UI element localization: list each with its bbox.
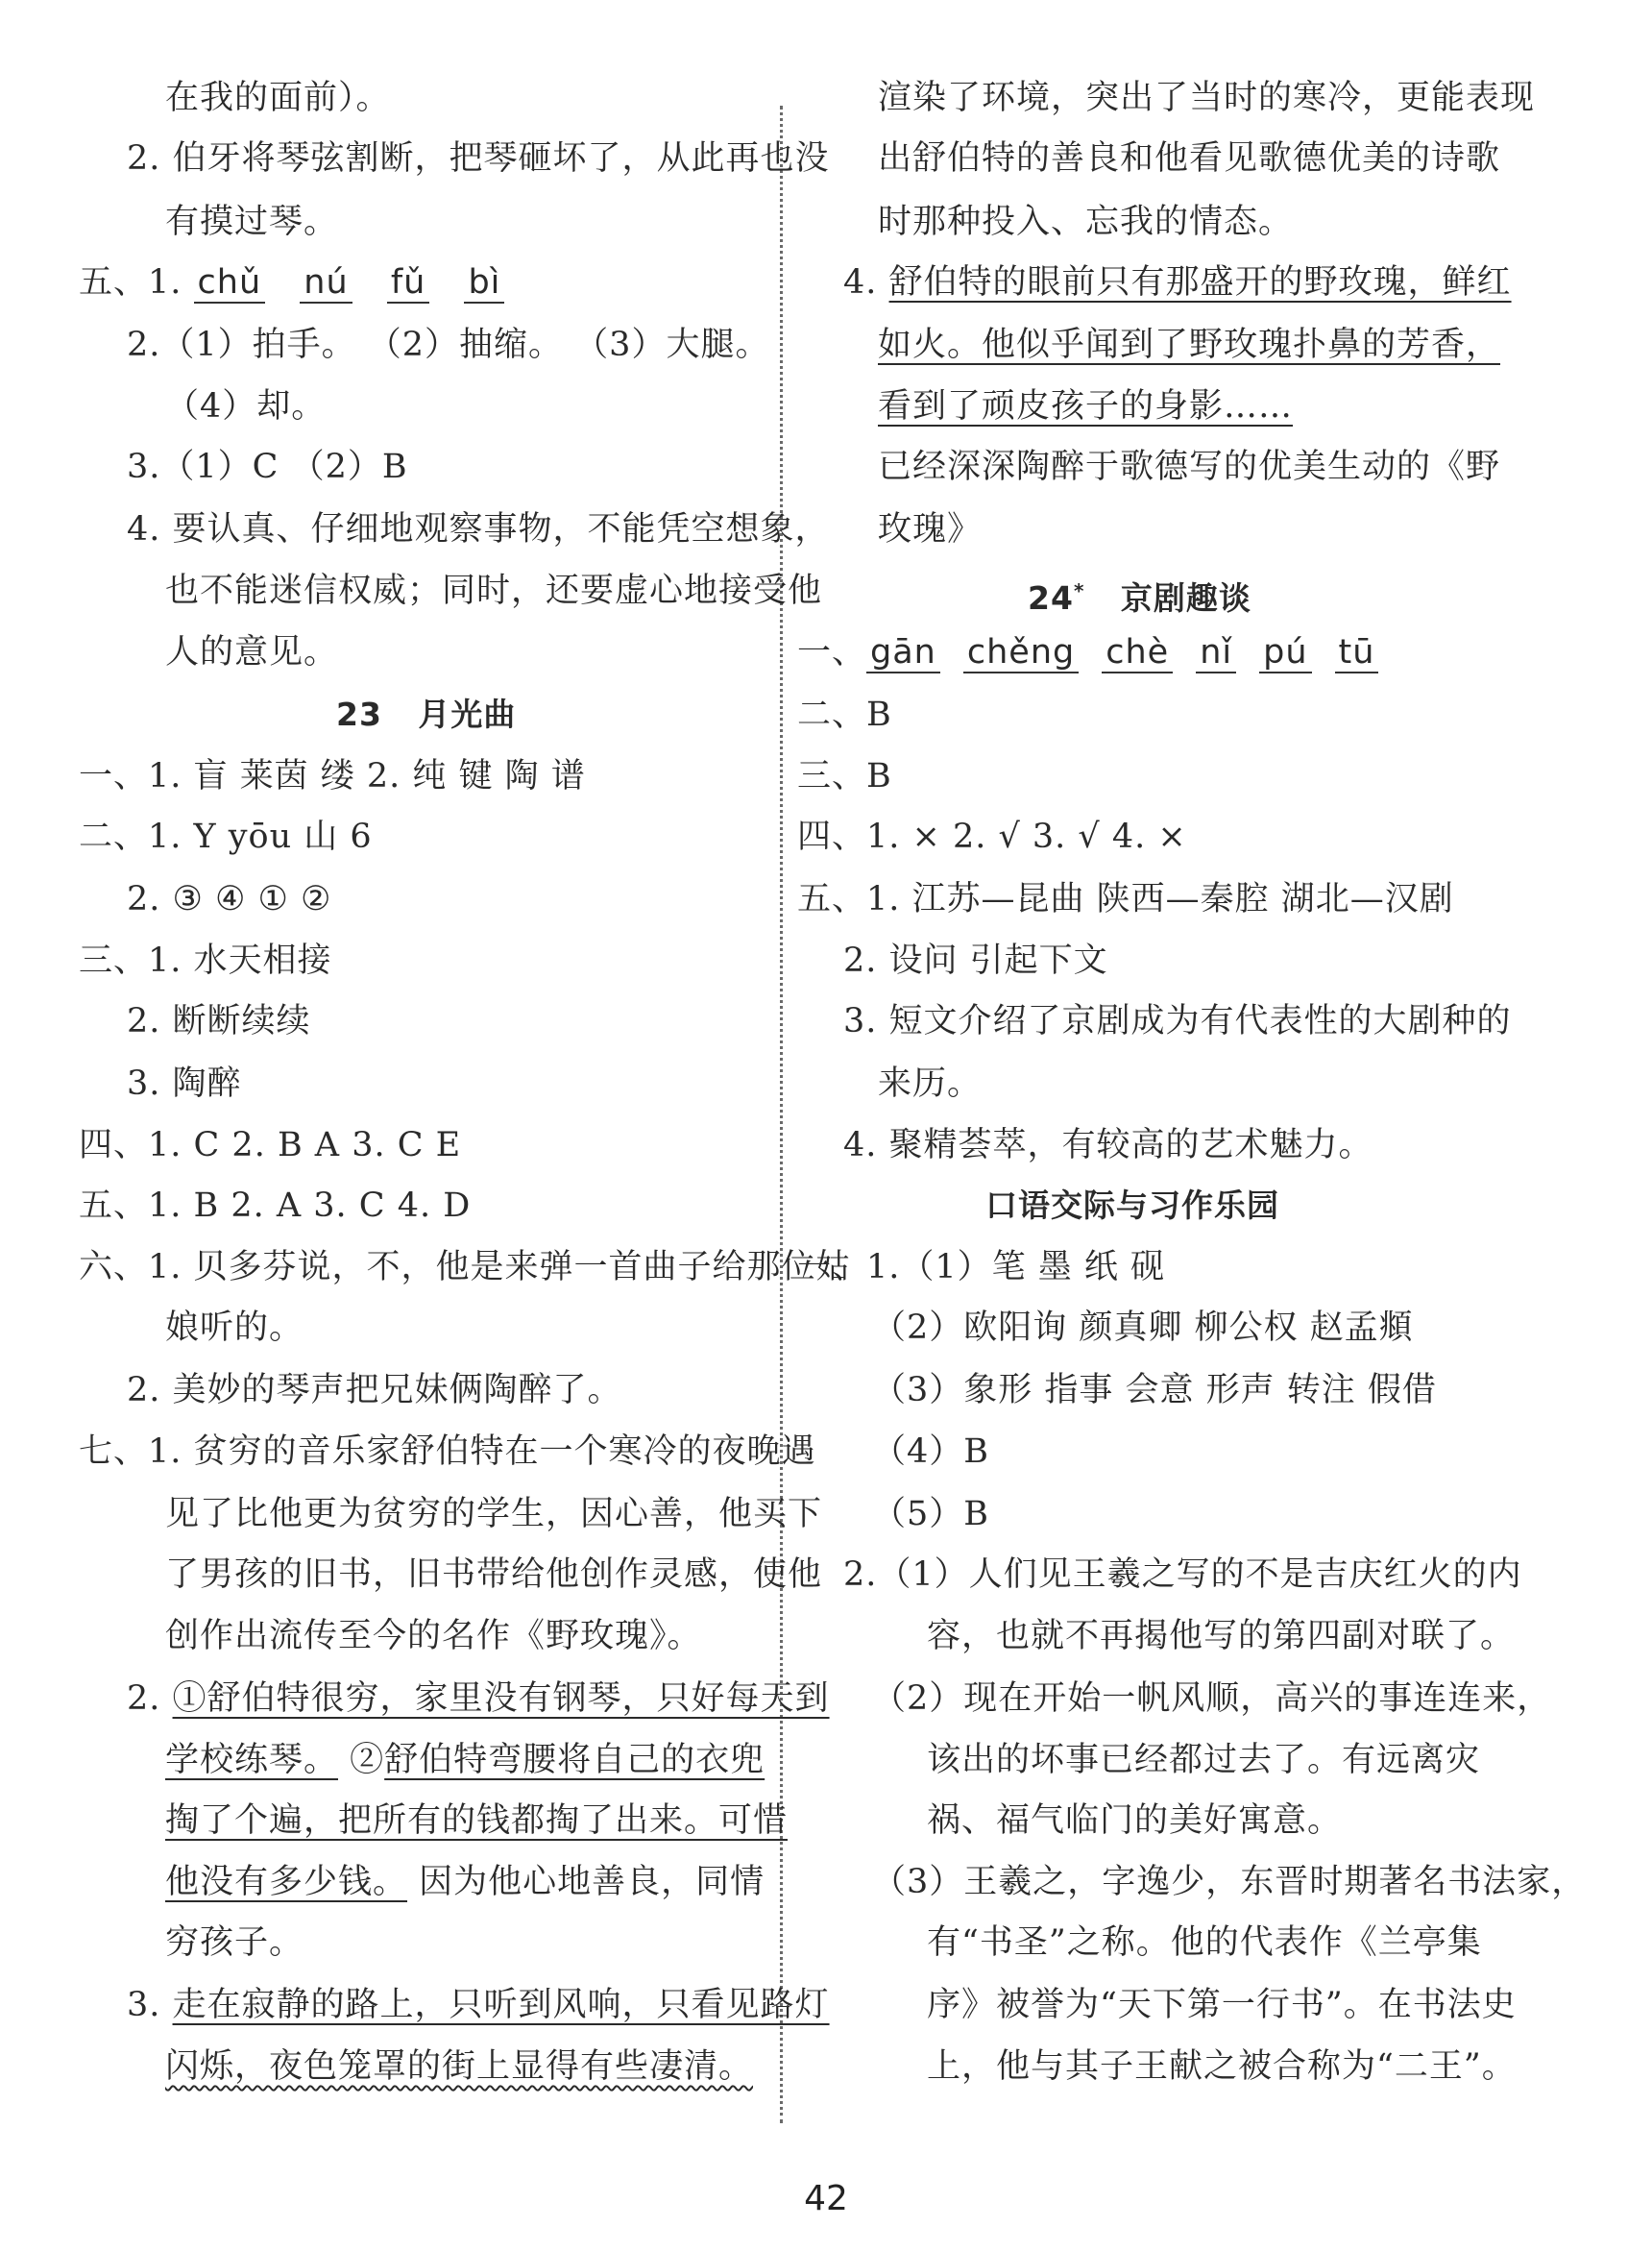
underlined-answer: 舒伯特的眼前只有那盛开的野玫瑰，鲜红 bbox=[888, 263, 1512, 303]
pinyin-blank: chè bbox=[1102, 633, 1173, 673]
answer-line: 一、1.（1）笔 墨 纸 砚 bbox=[797, 1248, 1166, 1287]
answer-line: 穷孩子。 bbox=[165, 1923, 304, 1963]
answer-line: 2.（1）拍手。 （2）抽缩。 （3）大腿。 bbox=[127, 325, 770, 364]
answer-line: 有摸过琴。 bbox=[165, 203, 339, 242]
answer-line: 六、1. 贝多芬说，不，他是来弹一首曲子给那位姑 bbox=[79, 1248, 851, 1287]
question-number: 五、1. bbox=[79, 263, 182, 303]
answer-line: 来历。 bbox=[878, 1064, 983, 1103]
answer-line: 3.（1）C （2）B bbox=[127, 448, 408, 487]
underlined-answer: 掏了个遍，把所有的钱都掏了出来。可惜 bbox=[165, 1800, 789, 1840]
underlined-answer: 学校练琴。 bbox=[165, 1740, 339, 1779]
answer-line: 四、1. C 2. B A 3. C E bbox=[79, 1125, 462, 1164]
answer-line: 二、1. Y yōu 山 6 bbox=[79, 818, 373, 857]
answer-line bbox=[843, 261, 1512, 304]
answer-line: 三、B bbox=[797, 757, 892, 796]
pinyin-blank: fǔ bbox=[387, 263, 430, 304]
pinyin-blank: chěng bbox=[963, 633, 1079, 673]
pinyin-blank: bì bbox=[464, 263, 504, 304]
underlined-answer: 他没有多少钱。 bbox=[165, 1863, 408, 1902]
wavy-underlined-answer: 闪烁，夜色笼罩的街上显得有些凄清。 bbox=[165, 2047, 754, 2087]
answer-line: 人的意见。 bbox=[165, 633, 339, 673]
question-number: 4. bbox=[843, 263, 889, 303]
answer-line: 2. 伯牙将琴弦割断，把琴砸坏了，从此再也没 bbox=[127, 139, 830, 179]
answer-line: 4. 聚精荟萃，有较高的艺术魅力。 bbox=[843, 1125, 1373, 1164]
answer-line: 序》被誉为“天下第一行书”。在书法史 bbox=[927, 1985, 1517, 2024]
pinyin-blank: chǔ bbox=[194, 263, 266, 304]
answer-line bbox=[165, 2045, 753, 2088]
answer-line: 有“书圣”之称。他的代表作《兰亭集 bbox=[927, 1923, 1482, 1963]
question-number: 一、 bbox=[797, 633, 867, 673]
answer-line: 了男孩的旧书，旧书带给他创作灵感，使他 bbox=[165, 1554, 823, 1594]
answer-line: 4. 要认真、仔细地观察事物，不能凭空想象， bbox=[127, 509, 830, 549]
section-title bbox=[336, 694, 516, 736]
answer-line: （4）却。 bbox=[165, 387, 327, 427]
answer-line bbox=[127, 1984, 830, 2026]
pinyin-blank: gān bbox=[866, 633, 940, 673]
question-number: 3. bbox=[127, 1985, 173, 2024]
answer-line: 2. 设问 引起下文 bbox=[843, 942, 1108, 981]
pinyin-blank: pú bbox=[1259, 633, 1311, 673]
answer-line: 创作出流传至今的名作《野玫瑰》。 bbox=[165, 1617, 702, 1656]
answer-line: 2. 断断续续 bbox=[127, 1002, 311, 1041]
answer-line bbox=[127, 1677, 830, 1720]
answer-line bbox=[878, 324, 1500, 366]
section-name: 京剧趣谈 bbox=[1120, 578, 1251, 617]
answer-line: 3. 短文介绍了京剧成为有代表性的大剧种的 bbox=[843, 1002, 1512, 1041]
answer-line: 七、1. 贫穷的音乐家舒伯特在一个寒冷的夜晚遇 bbox=[79, 1432, 816, 1472]
page-number: 42 bbox=[804, 2179, 848, 2218]
answer-line: （2）欧阳询 颜真卿 柳公权 赵孟頫 bbox=[872, 1309, 1414, 1348]
answer-line: （3）象形 指事 会意 形声 转注 假借 bbox=[872, 1370, 1437, 1409]
underlined-answer: 走在寂静的路上，只听到风响，只看见路灯 bbox=[172, 1985, 830, 2024]
answer-line: 出舒伯特的善良和他看见歌德优美的诗歌 bbox=[878, 139, 1501, 179]
answer-line: 祸、福气临门的美好寓意。 bbox=[927, 1800, 1343, 1840]
answer-line: 见了比他更为贫穷的学生，因心善，他买下 bbox=[165, 1494, 823, 1533]
answer-line: 容，也就不再揭他写的第四副对联了。 bbox=[927, 1617, 1516, 1656]
answer-line: （5）B bbox=[872, 1494, 989, 1533]
pinyin-answer-line bbox=[797, 631, 1401, 673]
underlined-answer: 如火。他似乎闻到了野玫瑰扑鼻的芳香， bbox=[878, 325, 1501, 364]
answer-line: 五、1. B 2. A 3. C 4. D bbox=[79, 1186, 472, 1225]
answer-line: 也不能迷信权威；同时，还要虚心地接受他 bbox=[165, 571, 823, 610]
answer-line: 渲染了环境，突出了当时的寒冷，更能表现 bbox=[878, 79, 1536, 118]
answer-line bbox=[165, 1799, 788, 1842]
section-name: 月光曲 bbox=[418, 695, 517, 733]
answer-line: （3）王羲之，字逸少，东晋时期著名书法家， bbox=[872, 1863, 1587, 1902]
underlined-answer: 看到了顽皮孩子的身影…… bbox=[878, 387, 1294, 427]
answer-line: 娘听的。 bbox=[165, 1309, 304, 1348]
answer-line: 2. 美妙的琴声把兄妹俩陶醉了。 bbox=[127, 1370, 622, 1409]
answer-line: 3. 陶醉 bbox=[127, 1064, 242, 1103]
underlined-answer: 舒伯特弯腰将自己的衣兜 bbox=[384, 1740, 765, 1779]
answer-line: 四、1. × 2. √ 3. √ 4. × bbox=[797, 818, 1187, 857]
optional-star: * bbox=[1073, 578, 1085, 602]
answer-line: 时那种投入、忘我的情态。 bbox=[878, 203, 1294, 242]
section-title bbox=[1028, 570, 1251, 620]
pinyin-blank: nǐ bbox=[1196, 633, 1236, 673]
answer-line: 在我的面前）。 bbox=[165, 79, 391, 118]
answer-text: ② bbox=[338, 1740, 385, 1779]
question-number: 2. bbox=[127, 1678, 173, 1718]
answer-text: 因为他心地善良，同情 bbox=[407, 1863, 765, 1902]
answer-line: 该出的坏事已经都过去了。有远离灾 bbox=[927, 1740, 1481, 1779]
answer-line: 二、B bbox=[797, 695, 892, 734]
answer-line bbox=[878, 385, 1293, 428]
answer-line bbox=[165, 1739, 765, 1781]
section-number: 24 bbox=[1028, 578, 1074, 617]
answer-line: 一、1. 盲 莱茵 缕 2. 纯 键 陶 谱 bbox=[79, 757, 586, 796]
answer-line: 上，他与其子王献之被合称为“二王”。 bbox=[927, 2047, 1517, 2087]
underlined-answer: ①舒伯特很穷，家里没有钢琴，只好每天到 bbox=[172, 1678, 830, 1718]
answer-line: 玫瑰》 bbox=[878, 509, 983, 549]
section-title: 口语交际与习作乐园 bbox=[985, 1186, 1279, 1224]
answer-line: 已经深深陶醉于歌德写的优美生动的《野 bbox=[878, 448, 1501, 487]
pinyin-answer-line bbox=[79, 261, 527, 304]
answer-line: 2. ③ ④ ① ② bbox=[127, 879, 332, 918]
answer-line: 三、1. 水天相接 bbox=[79, 942, 332, 981]
answer-line: 2.（1）人们见王羲之写的不是吉庆红火的内 bbox=[843, 1554, 1522, 1594]
answer-line bbox=[165, 1861, 765, 1903]
pinyin-blank: tū bbox=[1335, 633, 1379, 673]
answer-line: （4）B bbox=[872, 1432, 989, 1472]
pinyin-blank: nú bbox=[300, 263, 352, 304]
answer-line: 五、1. 江苏—昆曲 陕西—秦腔 湖北—汉剧 bbox=[797, 879, 1454, 918]
section-number: 23 bbox=[336, 695, 382, 733]
answer-line: （2）现在开始一帆风顺，高兴的事连连来， bbox=[872, 1678, 1552, 1718]
